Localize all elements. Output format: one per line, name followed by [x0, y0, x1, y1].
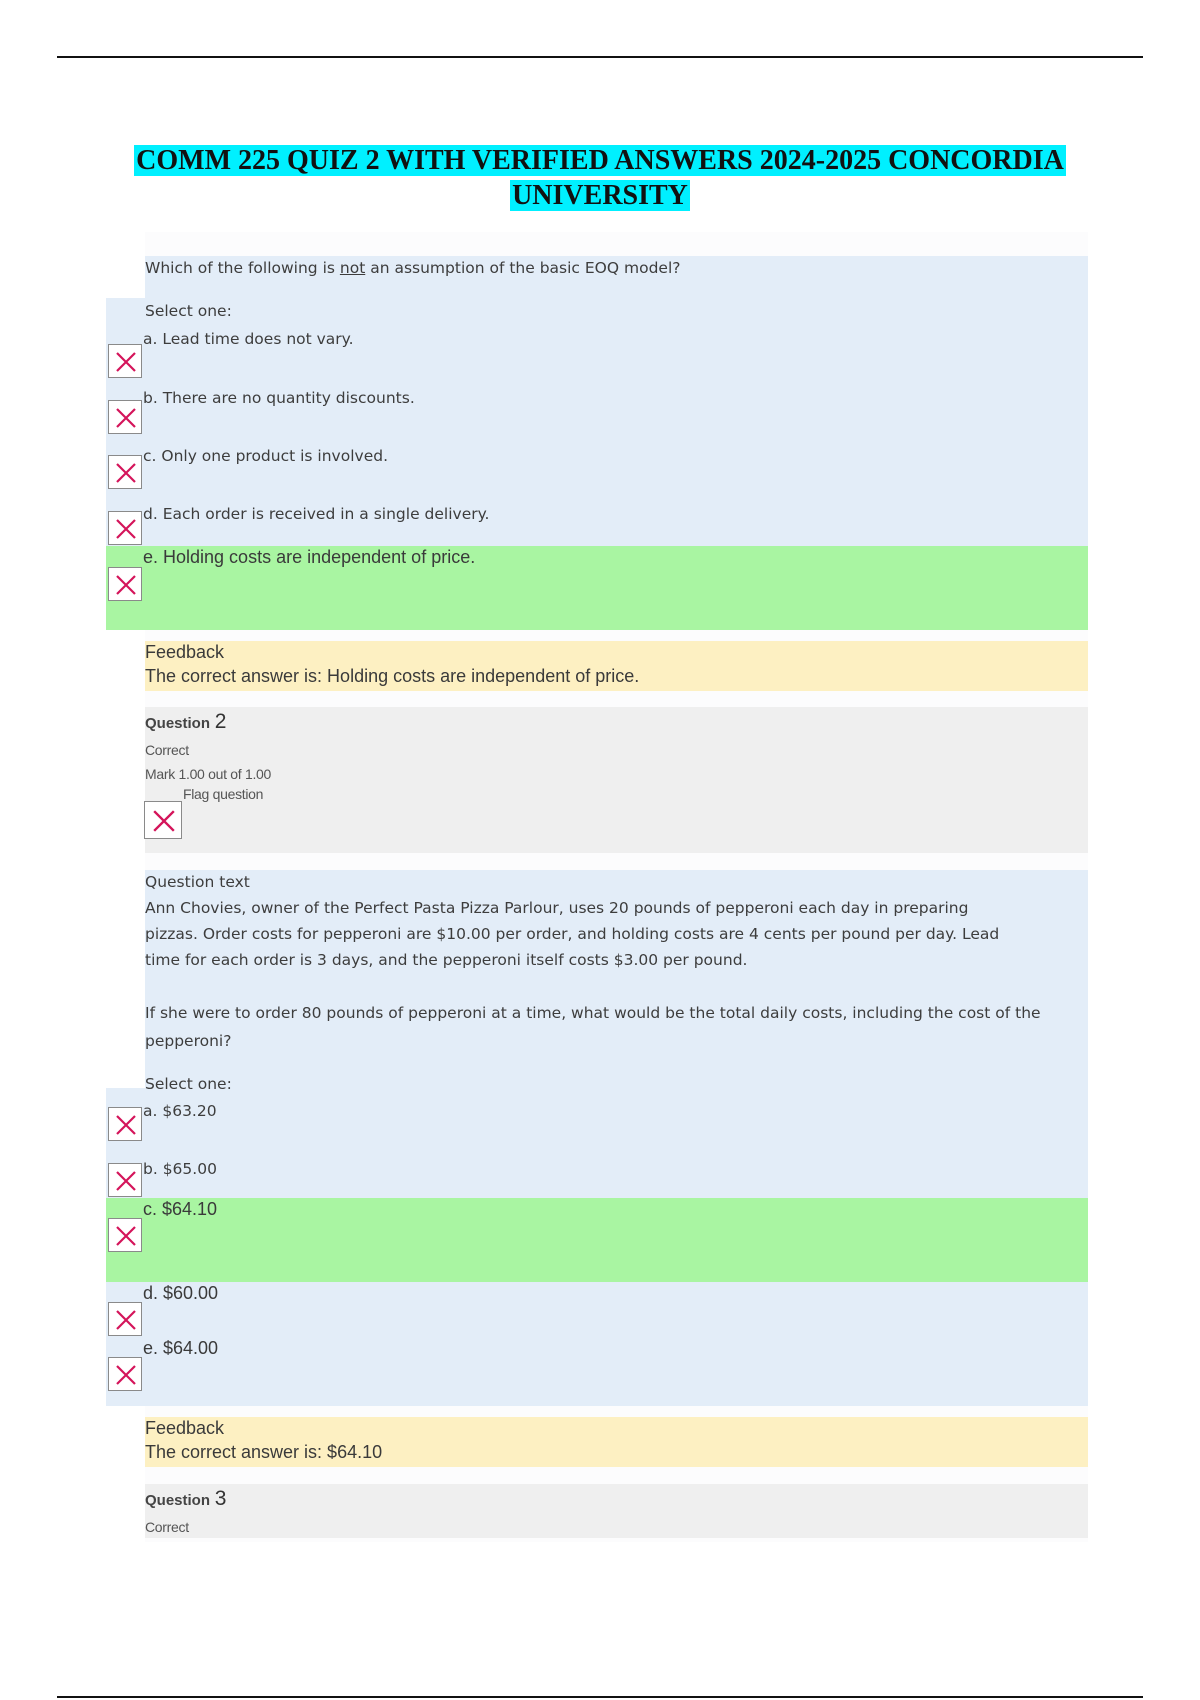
- q2-option-c-cross-icon: [108, 1218, 142, 1252]
- q1-prompt-part-2: an assumption of the basic EOQ model?: [365, 259, 681, 277]
- q2-option-d[interactable]: d. $60.00: [143, 1283, 219, 1303]
- q3-status: Correct: [145, 1519, 189, 1535]
- q2-body-line-1: Ann Chovies, owner of the Perfect Pasta Pizza Parlour, uses 20 pounds of pepperoni each day in preparing: [145, 899, 969, 917]
- q2-option-d-cross-icon: [108, 1302, 142, 1336]
- q2-feedback-text: The correct answer is: $64.10: [145, 1442, 383, 1462]
- title-line-2: UNIVERSITY: [512, 180, 688, 211]
- q1-option-e[interactable]: e. Holding costs are independent of price.: [143, 547, 476, 567]
- q2-option-c[interactable]: c. $64.10: [143, 1199, 218, 1219]
- q2-heading-number: 2: [214, 710, 227, 733]
- q1-option-b[interactable]: b. There are no quantity discounts.: [143, 389, 415, 407]
- q2-flag-cross-icon[interactable]: [144, 801, 182, 839]
- q2-heading-word: Question: [145, 715, 211, 732]
- q1-option-c[interactable]: c. Only one product is involved.: [143, 447, 388, 465]
- q1-option-a-cross-icon: [108, 344, 142, 378]
- top-rule: [57, 56, 1143, 58]
- q1-option-c-cross-icon: [108, 455, 142, 489]
- q2-correct-option-panel: [106, 1198, 1088, 1282]
- q2-info-panel: [145, 707, 1088, 853]
- q1-option-b-cross-icon: [108, 400, 142, 434]
- q3-heading-word: Question: [145, 1492, 211, 1509]
- q3-heading-number: 3: [214, 1487, 227, 1510]
- q2-option-e-cross-icon: [108, 1357, 142, 1391]
- q2-flag-question[interactable]: Flag question: [183, 786, 264, 802]
- q2-option-a[interactable]: a. $63.20: [143, 1102, 217, 1120]
- q1-prompt-part: Which of the following is: [145, 259, 340, 277]
- q3-heading: [145, 1487, 226, 1511]
- q2-option-b-cross-icon: [108, 1163, 142, 1197]
- q1-option-e-cross-icon: [108, 567, 142, 601]
- q2-feedback-label: Feedback: [145, 1418, 225, 1438]
- q2-options-panel-top: [106, 1088, 1088, 1198]
- q1-prompt: [145, 259, 681, 277]
- bottom-rule: [57, 1696, 1143, 1698]
- title-line-1: COMM 225 QUIZ 2 WITH VERIFIED ANSWERS 2024-2025 CONCORDIA: [136, 145, 1064, 176]
- q2-option-e[interactable]: e. $64.00: [143, 1338, 219, 1358]
- q2-options-panel-bottom: [106, 1282, 1088, 1406]
- q2-option-b[interactable]: b. $65.00: [143, 1160, 217, 1178]
- q2-body-line-2: pizzas. Order costs for pepperoni are $10.00 per order, and holding costs are 4 cents per pound per day. Lead: [145, 925, 1000, 943]
- q1-feedback-label: Feedback: [145, 642, 225, 662]
- q1-select-label: Select one:: [145, 302, 232, 320]
- q2-option-a-cross-icon: [108, 1107, 142, 1141]
- q2-select-label: Select one:: [145, 1075, 232, 1093]
- q2-status: Correct: [145, 742, 189, 758]
- q3-info-panel: [145, 1484, 1088, 1538]
- q1-prompt-emphasis: not: [339, 259, 366, 277]
- q2-body-line-3: time for each order is 3 days, and the pepperoni itself costs $3.00 per pound.: [145, 951, 748, 969]
- q2-mark: Mark 1.00 out of 1.00: [145, 766, 272, 782]
- q1-option-d[interactable]: d. Each order is received in a single delivery.: [143, 505, 490, 523]
- q1-option-d-cross-icon: [108, 511, 142, 545]
- q2-question-text-label: Question text: [145, 873, 250, 891]
- q2-ask-line-1: If she were to order 80 pounds of pepperoni at a time, what would be the total daily costs, including the cost of the: [145, 1004, 1041, 1022]
- q2-heading: [145, 710, 226, 734]
- q2-ask-line-2: pepperoni?: [145, 1032, 232, 1050]
- q1-option-a[interactable]: a. Lead time does not vary.: [143, 330, 354, 348]
- q1-feedback-text: The correct answer is: Holding costs are independent of price.: [145, 666, 640, 686]
- document-title: [60, 143, 1140, 213]
